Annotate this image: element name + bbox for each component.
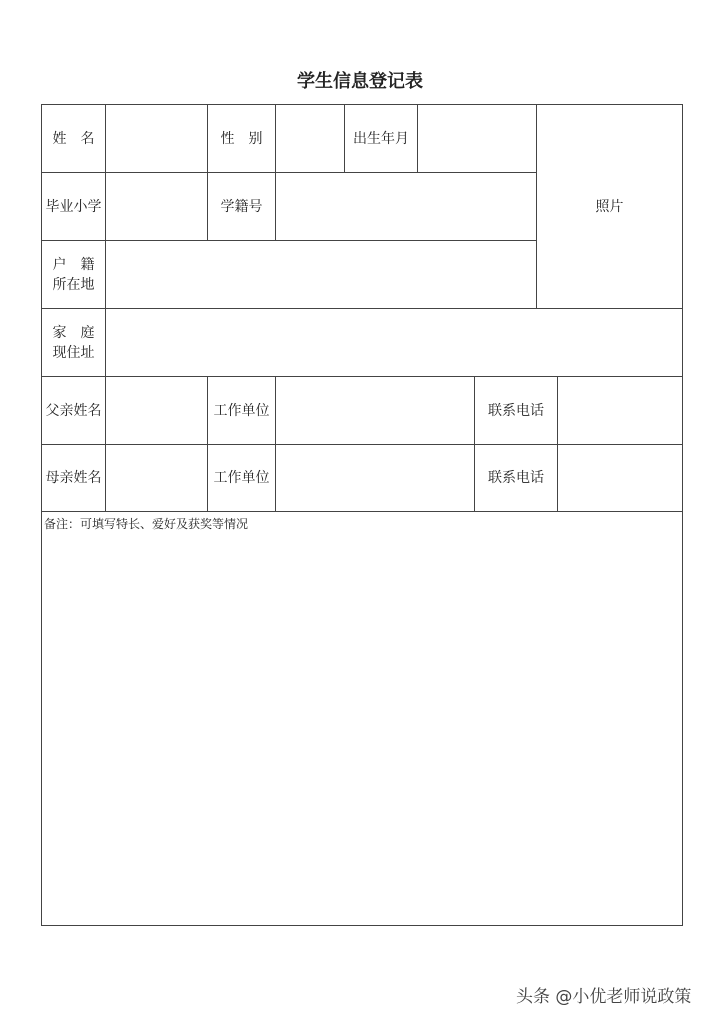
label-photo: 照片 bbox=[595, 198, 624, 215]
label-school: 毕业小学 bbox=[41, 172, 106, 241]
label-home-line1: 家 庭 bbox=[52, 324, 95, 341]
label-hukou-line2: 所在地 bbox=[52, 276, 95, 293]
watermark: 头条 @小优老师说政策 bbox=[516, 987, 692, 1007]
hukou-field[interactable] bbox=[105, 240, 537, 309]
label-father-phone: 联系电话 bbox=[474, 376, 558, 445]
mother-phone-field[interactable] bbox=[557, 444, 683, 512]
name-field[interactable] bbox=[105, 104, 208, 173]
label-birth: 出生年月 bbox=[344, 104, 418, 173]
gender-field[interactable] bbox=[275, 104, 345, 173]
student-id-field[interactable] bbox=[275, 172, 537, 241]
birth-field[interactable] bbox=[417, 104, 537, 173]
label-gender: 性 别 bbox=[207, 104, 276, 173]
label-student-id: 学籍号 bbox=[207, 172, 276, 241]
label-mother-work: 工作单位 bbox=[207, 444, 276, 512]
label-father-work: 工作单位 bbox=[207, 376, 276, 445]
mother-name-field[interactable] bbox=[105, 444, 208, 512]
label-mother-phone: 联系电话 bbox=[474, 444, 558, 512]
label-mother-name: 母亲姓名 bbox=[41, 444, 106, 512]
mother-work-field[interactable] bbox=[275, 444, 475, 512]
school-field[interactable] bbox=[105, 172, 208, 241]
remarks-area[interactable] bbox=[41, 511, 683, 926]
label-home bbox=[41, 308, 106, 377]
photo-box[interactable] bbox=[536, 104, 683, 309]
label-hukou-line1: 户 籍 bbox=[52, 256, 95, 273]
father-phone-field[interactable] bbox=[557, 376, 683, 445]
home-address-field[interactable] bbox=[105, 308, 683, 377]
form-title: 学生信息登记表 bbox=[297, 71, 423, 92]
father-work-field[interactable] bbox=[275, 376, 475, 445]
label-father-name: 父亲姓名 bbox=[41, 376, 106, 445]
remarks-label: 备注：可填写特长、爱好及获奖等情况 bbox=[44, 517, 249, 531]
label-name: 姓 名 bbox=[41, 104, 106, 173]
label-home-line2: 现住址 bbox=[52, 344, 95, 361]
label-hukou bbox=[41, 240, 106, 309]
father-name-field[interactable] bbox=[105, 376, 208, 445]
